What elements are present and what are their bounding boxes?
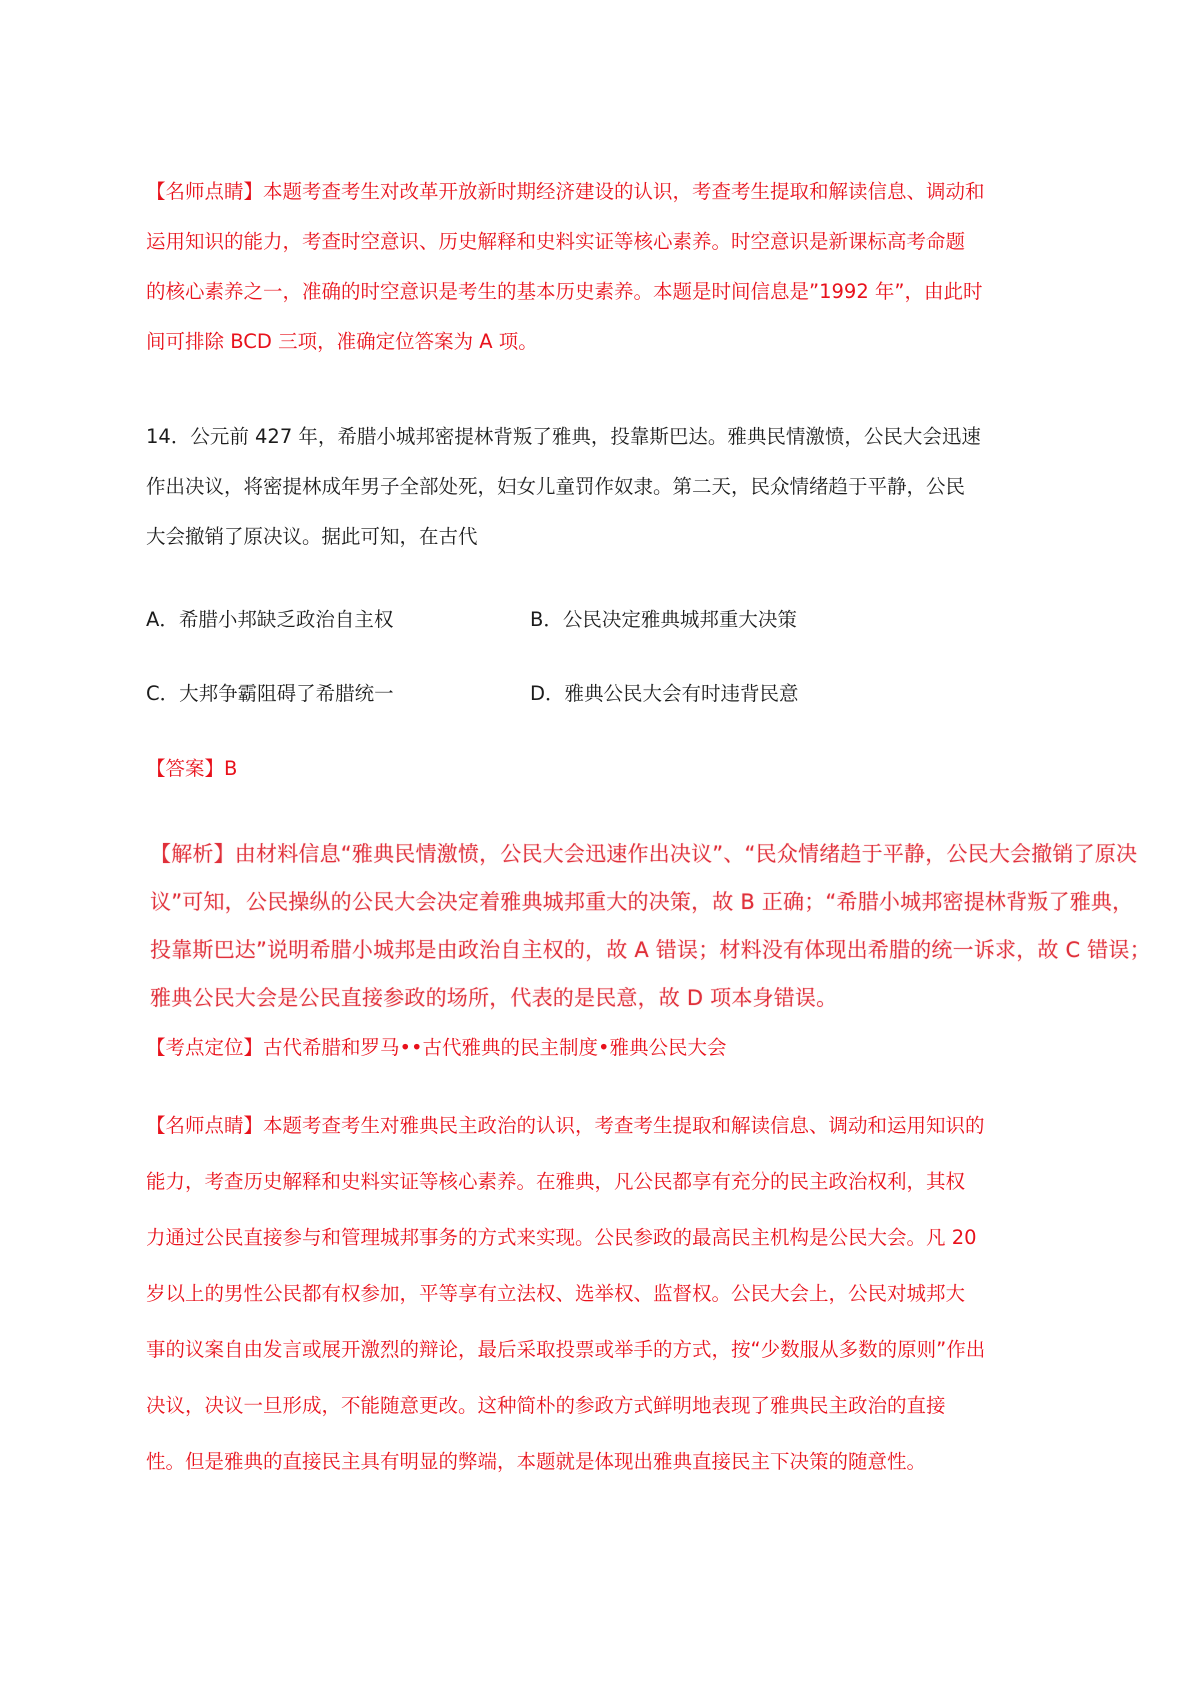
option-c: C．大邦争霸阻碍了希腊统一 [146, 682, 394, 705]
analysis-line: 雅典公民大会是公民直接参政的场所，代表的是民意，故 D 项本身错误。 [150, 986, 838, 1010]
note-line: 运用知识的能力，考查时空意识、历史解释和史料实证等核心素养。时空意识是新课标高考命题 [146, 230, 966, 253]
note-line: 岁以上的男性公民都有权参加，平等享有立法权、选举权、监督权。公民大会上，公民对城邦大 [146, 1282, 966, 1305]
stem-line: 作出决议，将密提林成年男子全部处死，妇女儿童罚作奴隶。第二天，民众情绪趋于平静，公民 [146, 475, 966, 498]
note-line: 的核心素养之一，准确的时空意识是考生的基本历史素养。本题是时间信息是”1992 年”，由此时 [146, 280, 983, 303]
teacher-note-q13 [146, 178, 1056, 356]
analysis-line: 【解析】由材料信息“雅典民情激愤，公民大会迅速作出决议”、“民众情绪趋于平静，公民大会撤销了原决 [150, 842, 1138, 866]
option-d: D．雅典公民大会有时违背民意 [530, 682, 799, 705]
stem-line: 大会撤销了原决议。据此可知，在古代 [146, 525, 478, 548]
note-line: 【名师点睛】本题考查考生对改革开放新时期经济建设的认识，考查考生提取和解读信息、调动和 [146, 180, 985, 203]
note-line: 性。但是雅典的直接民主具有明显的弊端，本题就是体现出雅典直接民主下决策的随意性。 [146, 1450, 927, 1473]
analysis-block [150, 830, 1150, 1022]
note-line: 力通过公民直接参与和管理城邦事务的方式来实现。公民参政的最高民主机构是公民大会。凡 20 [146, 1226, 977, 1249]
note-line: 【名师点睛】本题考查考生对雅典民主政治的认识，考查考生提取和解读信息、调动和运用知识的 [146, 1114, 985, 1137]
analysis-line: 投靠斯巴达”说明希腊小城邦是由政治自主权的，故 A 错误；材料没有体现出希腊的统一诉求，故 C 错误； [150, 938, 1151, 962]
option-b: B．公民决定雅典城邦重大决策 [530, 608, 797, 631]
note-line: 能力，考查历史解释和史料实证等核心素养。在雅典，凡公民都享有充分的民主政治权利，其权 [146, 1170, 966, 1193]
key-point: 【考点定位】古代希腊和罗马••古代雅典的民主制度•雅典公民大会 [146, 1036, 727, 1059]
question-14-stem [146, 423, 1056, 551]
stem-line: 14．公元前 427 年，希腊小城邦密提林背叛了雅典，投靠斯巴达。雅典民情激愤，公民大会迅速 [146, 425, 981, 448]
teacher-note-q14 [146, 1112, 1066, 1476]
option-a: A．希腊小邦缺乏政治自主权 [146, 608, 394, 631]
note-line: 决议，决议一旦形成，不能随意更改。这种简朴的参政方式鲜明地表现了雅典民主政治的直接 [146, 1394, 946, 1417]
answer-label: 【答案】B [146, 757, 238, 780]
analysis-line: 议”可知，公民操纵的公民大会决定着雅典城邦重大的决策，故 B 正确；“希腊小城邦密提林背叛了雅典， [150, 890, 1134, 914]
note-line: 间可排除 BCD 三项，准确定位答案为 A 项。 [146, 330, 538, 353]
note-line: 事的议案自由发言或展开激烈的辩论，最后采取投票或举手的方式，按“少数服从多数的原则”作出 [146, 1338, 986, 1361]
